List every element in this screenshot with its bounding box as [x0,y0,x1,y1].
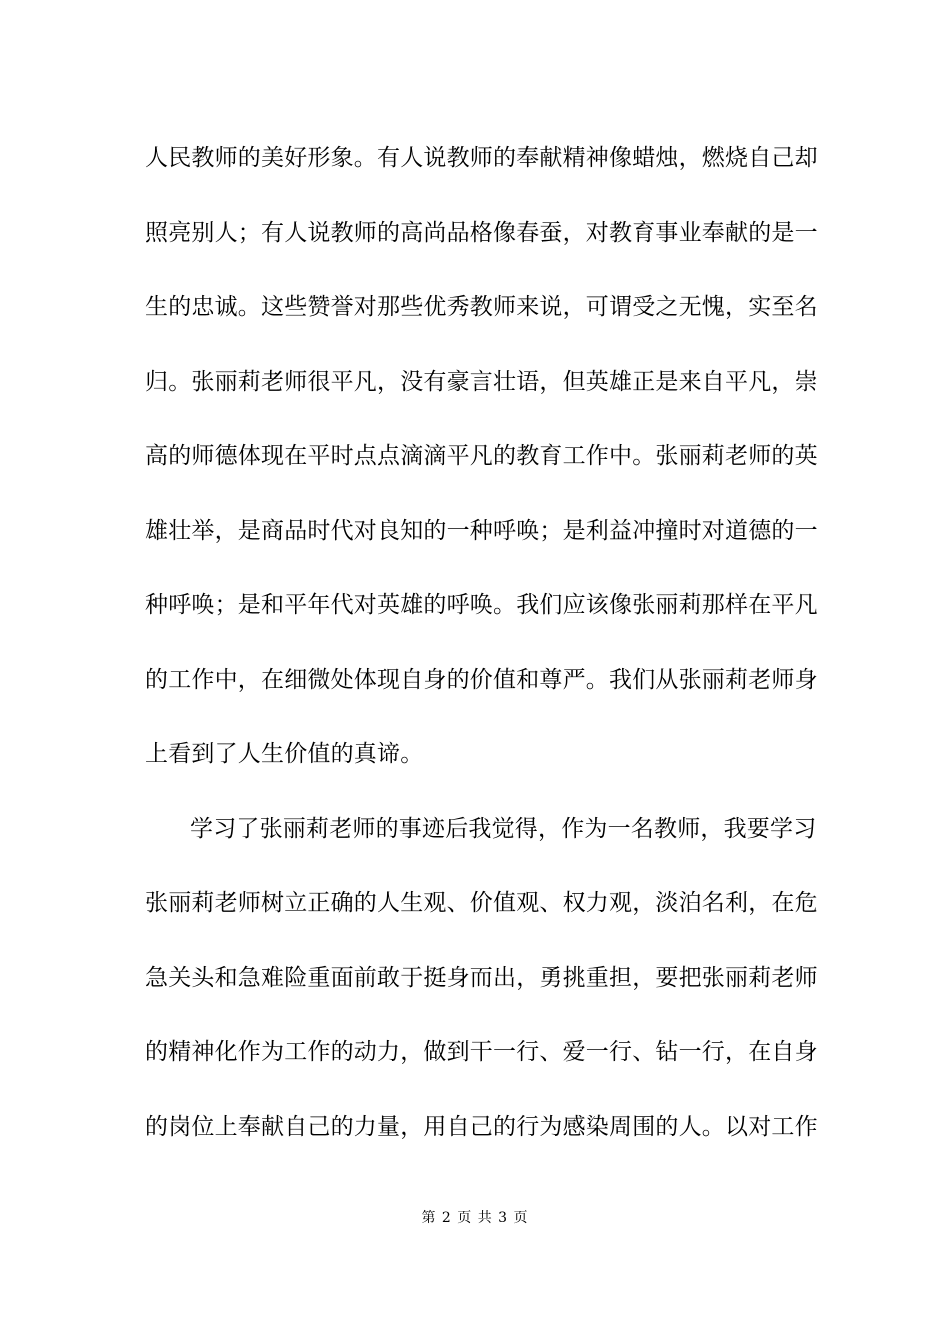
paragraph-2-line-1: 学习了张丽莉老师的事迹后我觉得，作为一名教师，我要学习 [190,816,817,842]
paragraph-2-line-4: 的精神化作为工作的动力，做到干一行、爱一行、钻一行，在自身 [145,1039,818,1065]
paragraph-1-line-2: 照亮别人；有人说教师的高尚品格像春蚕，对教育事业奉献的是一 [145,220,818,246]
paragraph-1-line-3: 生的忠诚。这些赞誉对那些优秀教师来说，可谓受之无愧，实至名 [145,294,818,320]
paragraph-1-line-4: 归。张丽莉老师很平凡，没有豪言壮语，但英雄正是来自平凡，崇 [145,369,818,395]
paragraph-1-line-9: 上看到了人生价值的真谛。 [145,741,424,767]
page-number-footer: 第 2 页 共 3 页 [421,1210,529,1226]
paragraph-2-line-3: 急关头和急难险重面前敢于挺身而出，勇挑重担，要把张丽莉老师 [145,965,818,991]
paragraph-1-line-5: 高的师德体现在平时点点滴滴平凡的教育工作中。张丽莉老师的英 [145,443,818,469]
paragraph-1-line-7: 种呼唤；是和平年代对英雄的呼唤。我们应该像张丽莉那样在平凡 [145,592,818,618]
paragraph-2-line-2: 张丽莉老师树立正确的人生观、价值观、权力观，淡泊名利，在危 [145,890,818,916]
paragraph-2-line-5: 的岗位上奉献自己的力量，用自己的行为感染周围的人。以对工作 [145,1114,818,1140]
paragraph-1-line-8: 的工作中，在细微处体现自身的价值和尊严。我们从张丽莉老师身 [145,667,818,693]
paragraph-1-line-1: 人民教师的美好形象。有人说教师的奉献精神像蜡烛，燃烧自己却 [145,145,818,171]
paragraph-1-line-6: 雄壮举，是商品时代对良知的一种呼唤；是利益冲撞时对道德的一 [145,518,818,544]
